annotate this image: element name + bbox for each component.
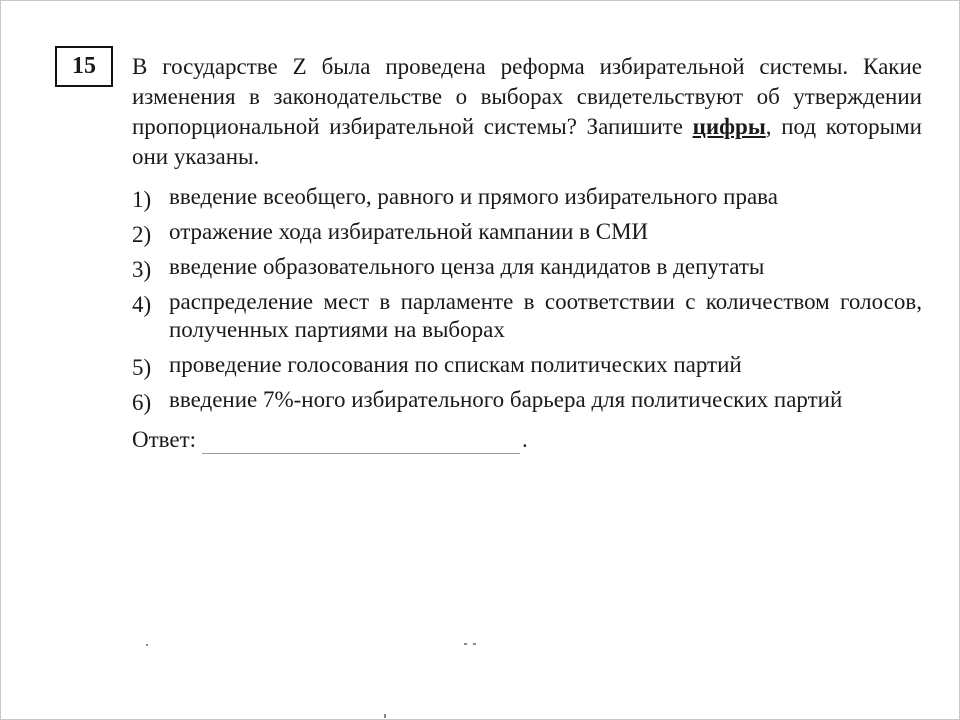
option-number: 1) bbox=[132, 187, 152, 212]
option-number: 5) bbox=[132, 355, 152, 380]
scan-speck bbox=[473, 643, 476, 645]
option-6 bbox=[132, 386, 922, 417]
question-emphasis: цифры bbox=[692, 114, 766, 139]
option-number: 4) bbox=[132, 292, 152, 317]
answer-end-dot: . bbox=[522, 427, 528, 452]
answer-field[interactable] bbox=[202, 431, 520, 454]
option-5 bbox=[132, 351, 922, 382]
option-text: проведение голосования по спискам политических партий bbox=[169, 352, 742, 377]
scan-speck bbox=[464, 643, 467, 645]
option-number: 3) bbox=[132, 257, 152, 282]
scan-speck bbox=[384, 714, 386, 718]
option-4 bbox=[132, 288, 922, 344]
option-text: распределение мест в парламенте в соответствии с количеством голосов, полученных партиями на выборах bbox=[169, 289, 922, 342]
option-text: введение всеобщего, равного и прямого избирательного права bbox=[169, 184, 778, 209]
option-1 bbox=[132, 183, 922, 214]
option-text: введение образовательного ценза для кандидатов в депутаты bbox=[169, 254, 765, 279]
option-text: отражение хода избирательной кампании в СМИ bbox=[169, 219, 649, 244]
option-2 bbox=[132, 218, 922, 249]
answer-label: Ответ: bbox=[132, 427, 197, 452]
option-text: введение 7%-ного избирательного барьера для политических партий bbox=[169, 387, 843, 412]
answer-options-list bbox=[132, 183, 922, 421]
answer-row bbox=[132, 426, 528, 454]
task-number-box bbox=[55, 46, 113, 87]
question-before: В государстве Z была проведена реформа избирательной системы. Какие изменения в законодательстве о выборах свидетельствуют об утверждении пропорциональной избирательной системы? Запишите bbox=[132, 54, 922, 139]
question-after: , под которыми они указаны. bbox=[132, 114, 922, 169]
option-3 bbox=[132, 253, 922, 284]
scan-speck bbox=[146, 644, 148, 646]
question-text bbox=[132, 52, 922, 172]
task-number: 15 bbox=[72, 53, 96, 79]
option-number: 6) bbox=[132, 390, 152, 415]
option-number: 2) bbox=[132, 222, 152, 247]
